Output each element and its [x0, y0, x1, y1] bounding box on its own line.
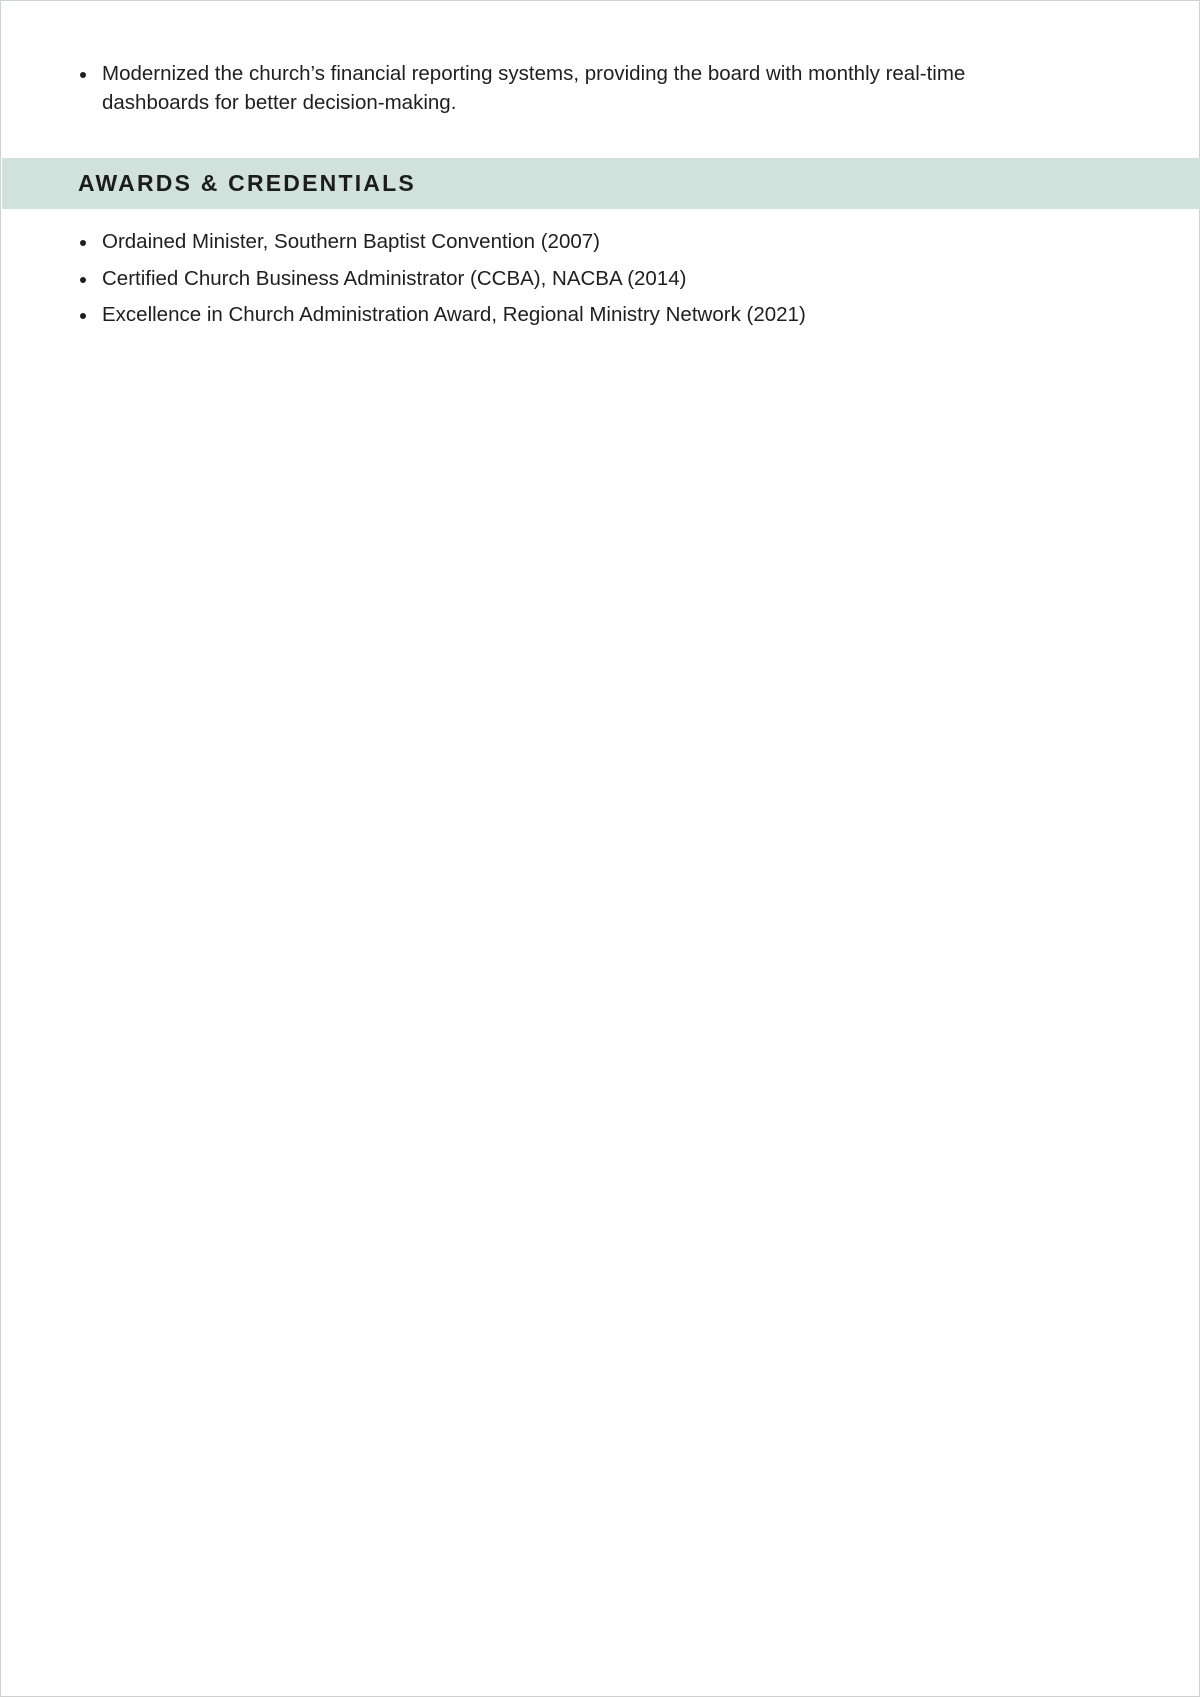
- experience-bullet: [78, 59, 1068, 117]
- bullet-dot-icon: [80, 277, 86, 283]
- award-item-text: Ordained Minister, Southern Baptist Convention (2007): [102, 230, 600, 253]
- awards-section-header: [2, 158, 1200, 209]
- experience-bullet-text: Modernized the church’s financial reporting systems, providing the board with monthly real-time dashboards for better decision-making.: [102, 62, 966, 114]
- experience-bullet-list: [78, 59, 1068, 117]
- award-item: [78, 264, 1078, 301]
- awards-list: [78, 227, 1078, 337]
- award-item-text: Certified Church Business Administrator (CCBA), NACBA (2014): [102, 266, 687, 290]
- award-item: [78, 300, 1078, 337]
- award-item: [78, 227, 1078, 264]
- bullet-dot-icon: [80, 72, 86, 78]
- awards-section-title: AWARDS & CREDENTIALS: [78, 170, 416, 196]
- bullet-dot-icon: [80, 240, 86, 246]
- award-item-text: Excellence in Church Administration Award, Regional Ministry Network (2021): [102, 303, 806, 326]
- bullet-dot-icon: [80, 313, 86, 319]
